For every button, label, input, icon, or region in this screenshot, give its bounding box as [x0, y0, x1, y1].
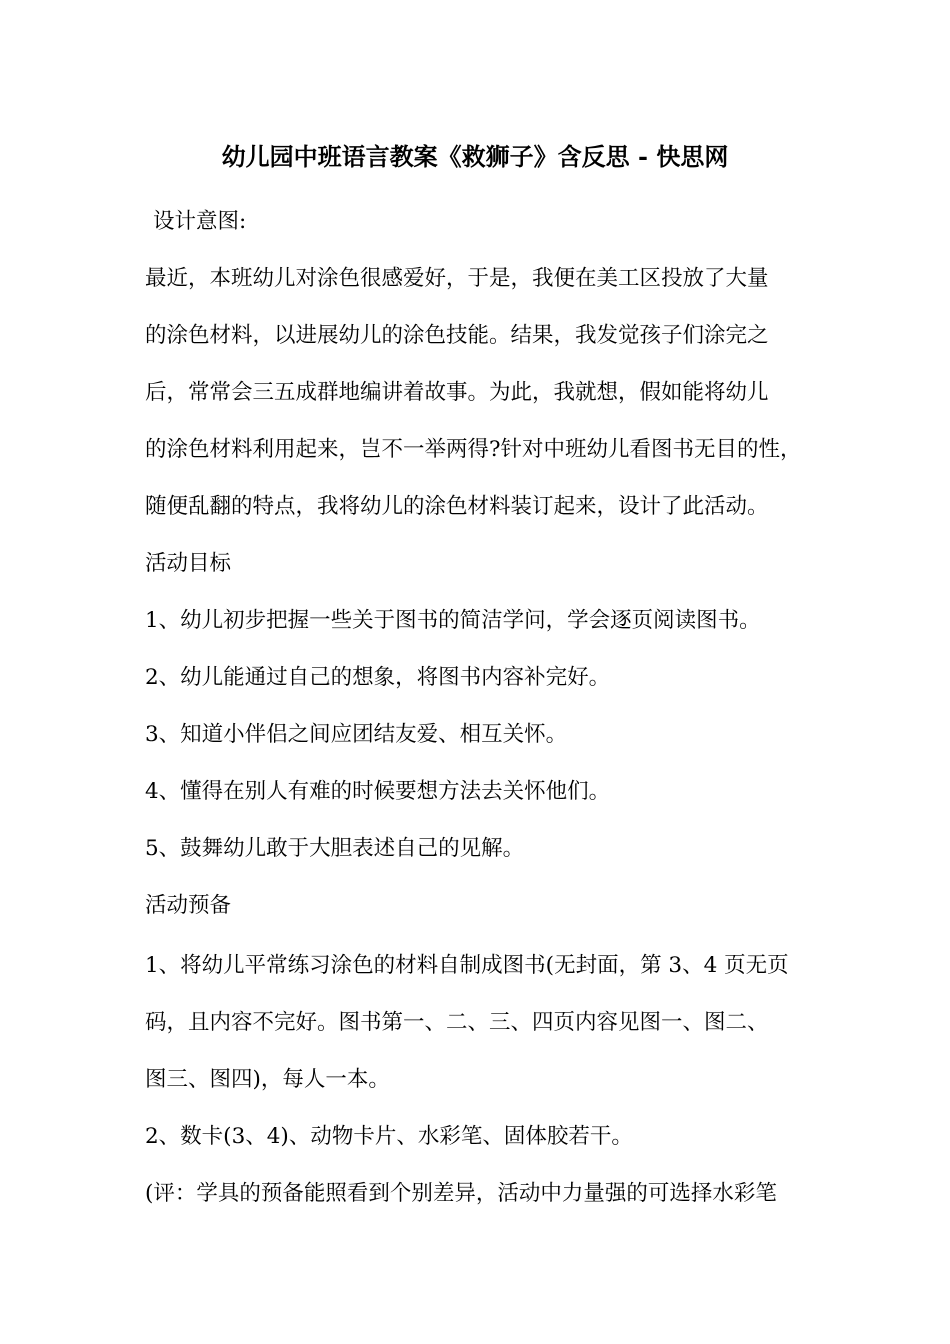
- paragraph-line: 码，且内容不完好。图书第一、二、三、四页内容见图一、图二、: [145, 1010, 769, 1035]
- list-item: 1、幼儿初步把握一些关于图书的简洁学问，学会逐页阅读图书。: [145, 608, 761, 633]
- list-item: 2、数卡(3、4)、动物卡片、水彩笔、固体胶若干。: [145, 1124, 633, 1149]
- section-heading: 活动预备: [145, 893, 232, 918]
- paragraph-line: 随便乱翻的特点，我将幼儿的涂色材料装订起来，设计了此活动。: [145, 494, 769, 519]
- paragraph-line: (评：学具的预备能照看到个别差异，活动中力量强的可选择水彩笔: [145, 1181, 777, 1206]
- paragraph-line: 图三、图四)，每人一本。: [145, 1067, 390, 1092]
- list-item: 2、幼儿能通过自己的想象，将图书内容补完好。: [145, 665, 611, 690]
- paragraph-line: 最近，本班幼儿对涂色很感爱好，于是，我便在美工区投放了大量: [145, 266, 769, 291]
- paragraph-line: 设计意图:: [153, 209, 247, 234]
- list-item: 4、懂得在别人有难的时候要想方法去关怀他们。: [145, 779, 611, 804]
- paragraph-line: 的涂色材料利用起来，岂不一举两得?针对中班幼儿看图书无目的性，: [145, 437, 802, 462]
- list-item: 5、鼓舞幼儿敢于大胆表述自己的见解。: [145, 836, 525, 861]
- list-item: 3、知道小伴侣之间应团结友爱、相互关怀。: [145, 722, 568, 747]
- document-title: 幼儿园中班语言教案《救狮子》含反思 - 快思网: [221, 142, 729, 171]
- section-heading: 活动目标: [145, 551, 232, 576]
- list-item: 1、将幼儿平常练习涂色的材料自制成图书(无封面，第 3、4 页无页: [145, 953, 789, 978]
- paragraph-line: 的涂色材料，以进展幼儿的涂色技能。结果，我发觉孩子们涂完之: [145, 323, 769, 348]
- paragraph-line: 后，常常会三五成群地编讲着故事。为此，我就想，假如能将幼儿: [145, 380, 769, 405]
